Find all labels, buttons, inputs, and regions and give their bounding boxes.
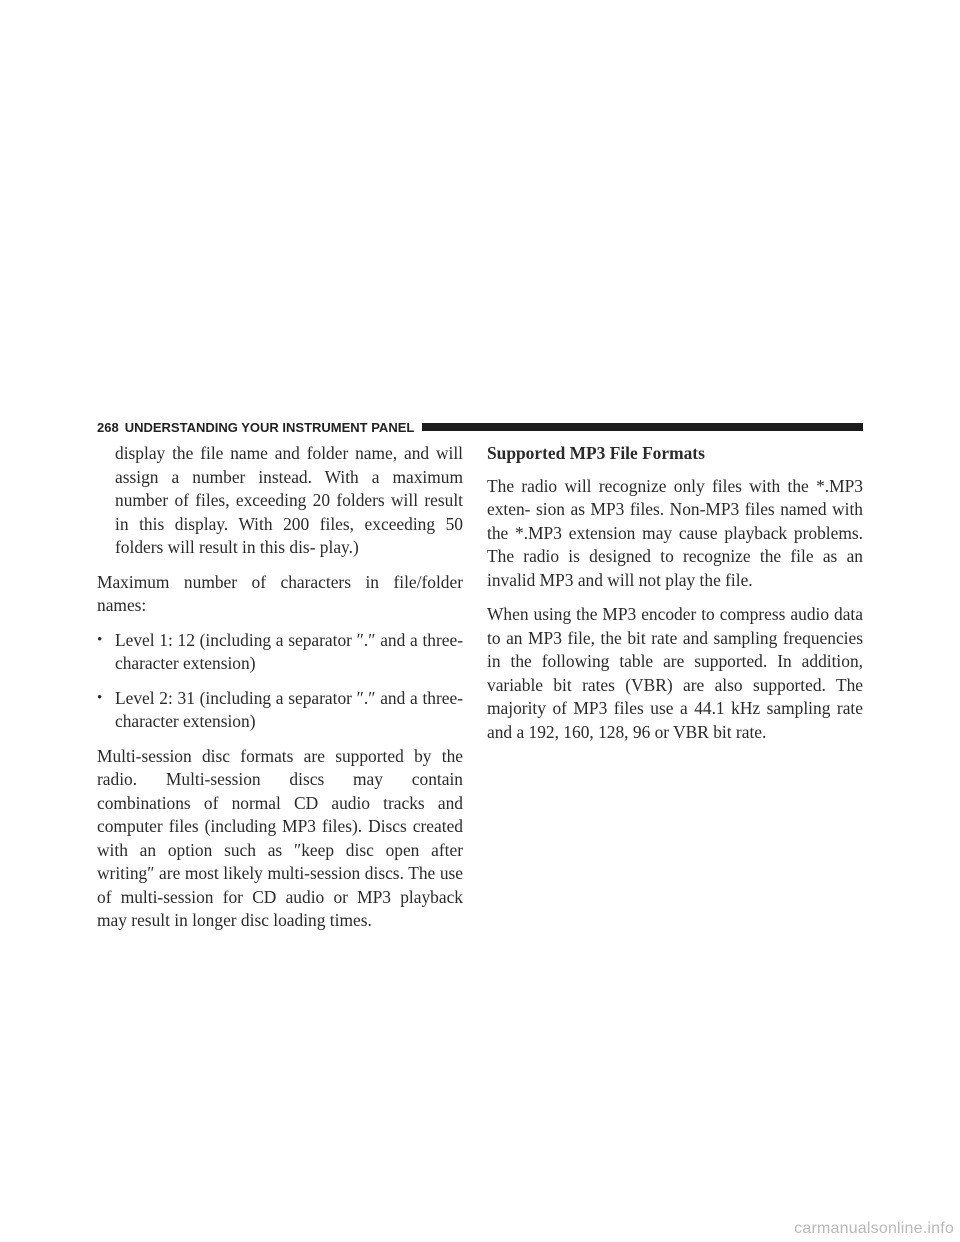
section-title: UNDERSTANDING YOUR INSTRUMENT PANEL — [124, 419, 415, 435]
header-rule — [422, 423, 863, 431]
continued-paragraph: display the file name and folder name, and will assign a number instead. With a maximum number of files, exceeding 20 folders will result in this display. With 200 files, exceeding 50 folders will result in this dis- play.) — [115, 443, 463, 557]
page-number: 268 — [97, 419, 119, 435]
bullet-icon: • — [97, 631, 103, 648]
bullet-text: Level 1: 12 (including a separator ″.″ and a three- character extension) — [115, 629, 463, 673]
bullet-item — [97, 687, 463, 734]
left-column — [97, 442, 463, 944]
recognition-paragraph: The radio will recognize only files with the *.MP3 exten- sion as MP3 files. Non-MP3 files named with the *.MP3 extension may cause playback problems. The radio is designed to recognize the file as an invalid MP3 and will not play the file. — [487, 475, 863, 590]
multisession-paragraph: Multi-session disc formats are supported by the radio. Multi-session discs may contain combinations of normal CD audio tracks and computer files (including MP3 files). Discs created with an option such as ″keep disc open after writing″ are most likely multi-session discs. The use of multi-session for CD audio or MP3 playback may result in longer disc loading times. — [97, 745, 463, 930]
bullet-item — [97, 629, 463, 676]
bullet-text: Level 2: 31 (including a separator ″.″ and a three- character extension) — [115, 687, 463, 731]
section-heading: Supported MP3 File Formats — [487, 443, 705, 463]
bullet-icon: • — [97, 689, 103, 706]
watermark: carmanualsonline.info — [794, 1220, 954, 1237]
encoder-paragraph: When using the MP3 encoder to compress audio data to an MP3 file, the bit rate and sampling frequencies in the following table are supported. In addition, variable bit rates (VBR) are also supported. The majority of MP3 files use a 44.1 kHz sampling rate and a 192, 160, 128, 96 or VBR bit rate. — [487, 604, 863, 742]
page-header — [97, 418, 863, 436]
right-column — [487, 442, 863, 755]
max-chars-intro: Maximum number of characters in file/folder names: — [97, 571, 463, 615]
